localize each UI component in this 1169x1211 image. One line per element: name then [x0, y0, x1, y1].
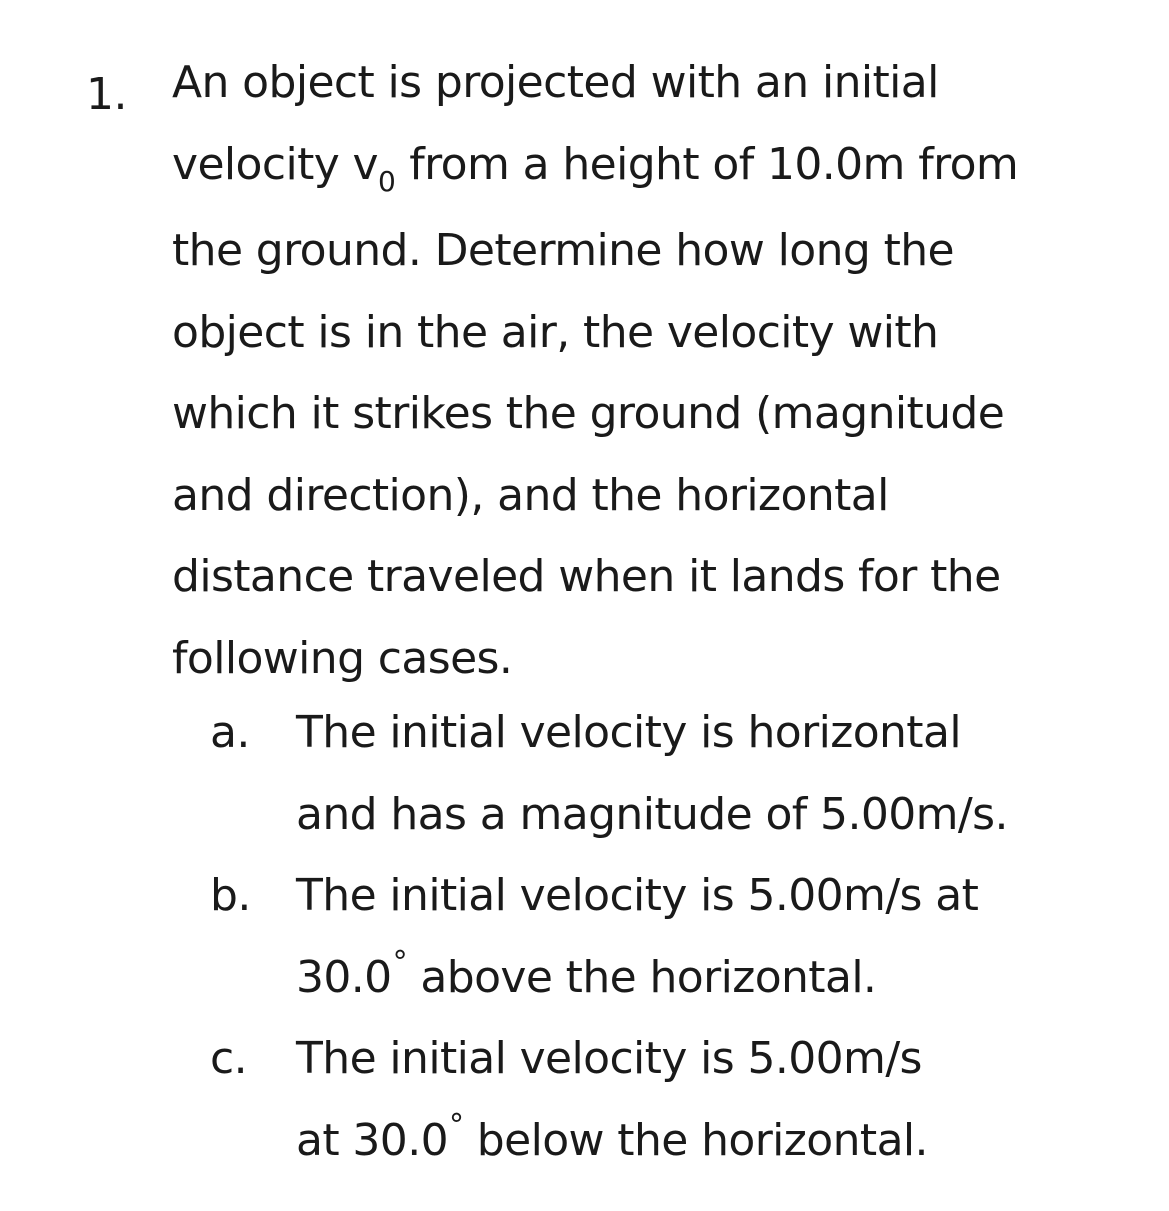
problem-number: 1. [86, 69, 127, 120]
stem-line: An object is projected with an initial [172, 57, 939, 108]
case-line: The initial velocity is 5.00m/s at [296, 870, 979, 921]
case-label: a. [210, 707, 250, 758]
case-line: The initial velocity is horizontal [296, 707, 961, 758]
stem-line: the ground. Determine how long the [172, 225, 954, 276]
subscript-zero: 0 [378, 164, 396, 198]
case-text-part: at 30.0 [296, 1114, 448, 1166]
degree-symbol: ° [448, 1107, 464, 1143]
case-line [296, 937, 978, 1024]
stem-line: following cases. [172, 632, 513, 684]
case-text [296, 1018, 928, 1186]
stem-text: from a height of 10.0m from [395, 138, 1019, 190]
case-label: b. [210, 870, 251, 921]
stem-text: velocity v [172, 138, 378, 190]
stem-line [172, 124, 1132, 211]
stem-line: which it strikes the ground (magnitude [172, 388, 1005, 439]
stem-line: distance traveled when it lands for the [172, 551, 1001, 602]
case-text-part: below the horizontal. [463, 1114, 928, 1166]
stem-line: object is in the air, the velocity with [172, 306, 939, 358]
case-text-part: above the horizontal. [406, 951, 877, 1003]
case-text [296, 855, 978, 1023]
problem-stem [172, 42, 1132, 699]
case-line: The initial velocity is 5.00m/s [296, 1033, 922, 1084]
case-label: c. [210, 1033, 247, 1084]
case-line: and has a magnitude of 5.00m/s. [296, 788, 1008, 840]
case-text [296, 692, 1008, 855]
stem-line: and direction), and the horizontal [172, 469, 889, 521]
degree-symbol: ° [392, 944, 407, 980]
case-line [296, 1100, 928, 1187]
case-text-part: 30.0 [296, 951, 392, 1003]
